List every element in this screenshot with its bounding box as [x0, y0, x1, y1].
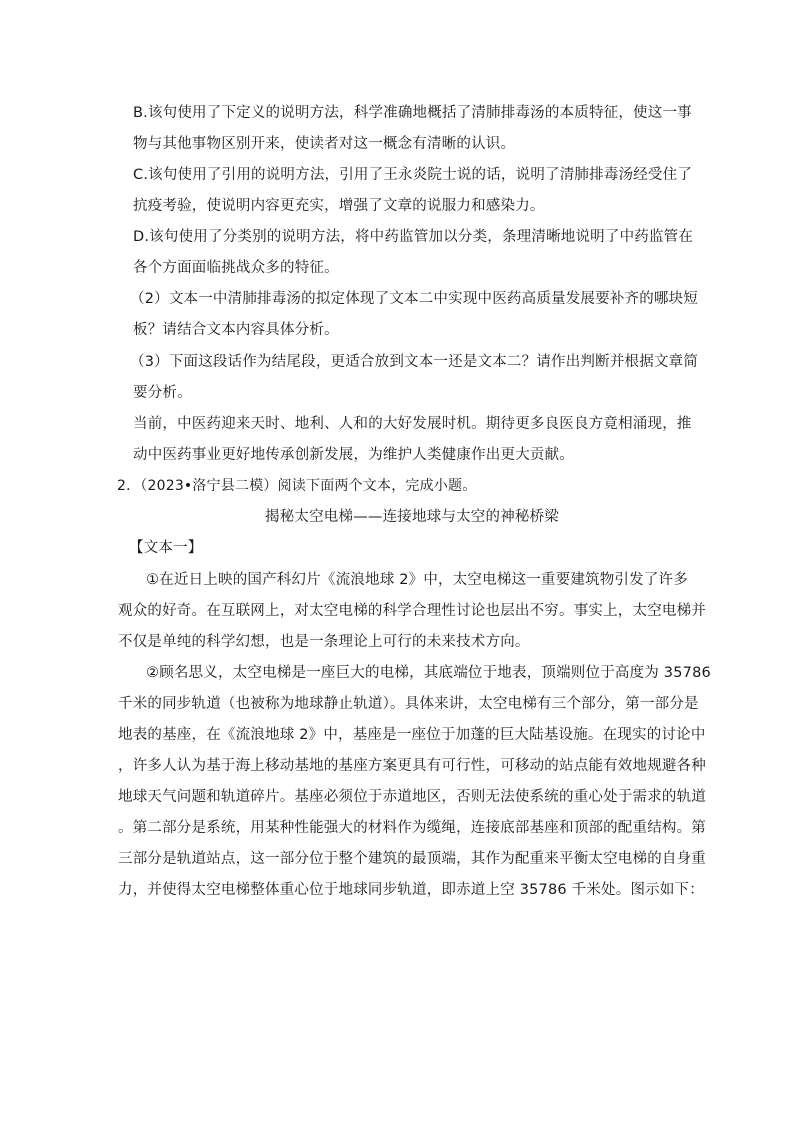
subquestion-3-line-1: （3）下面这段话作为结尾段，更适合放到文本一还是文本二？请作出判断并根据文章简: [130, 354, 699, 370]
text-one-label: 【文本一】: [129, 540, 203, 556]
article-title: 揭秘太空电梯——连接地球与太空的神秘桥梁: [265, 509, 559, 525]
paragraph-2-line-3: 地表的基座，在《流浪地球 2》中，基座是一座位于加蓬的巨大陆基设施。在现实的讨论中: [118, 727, 706, 743]
subquestion-2-line-1: （2）文本一中清肺排毒汤的拟定体现了文本二中实现中医药高质量发展要补齐的哪块短: [130, 291, 699, 307]
subquestion-2-line-2: 板？请结合文本内容具体分析。: [133, 322, 339, 338]
closing-passage-line-1: 当前，中医药迎来天时、地利、人和的大好发展时机。期待更多良医良方竟相涌现，推: [133, 416, 692, 432]
paragraph-1-line-2: 观众的好奇。在互联网上，对太空电梯的科学合理性讨论也层出不穷。事实上，太空电梯并: [118, 603, 706, 619]
option-b-line-2: 物与其他事物区别开来，使读者对这一概念有清晰的认识。: [133, 136, 516, 152]
option-d-line-1: D.该句使用了分类别的说明方法，将中药监管加以分类，条理清晰地说明了中药监管在: [133, 229, 694, 245]
subquestion-3-line-2: 要分析。: [133, 385, 192, 401]
paragraph-2-line-6: 。第二部分是系统，用某种性能强大的材料作为缆绳，连接底部基座和顶部的配重结构。第: [118, 820, 706, 836]
paragraph-2-line-7: 三部分是轨道站点，这一部分位于整个建筑的最顶端，其作为配重来平衡太空电梯的自身重: [118, 851, 706, 867]
paragraph-2-line-2: 千米的同步轨道（也被称为地球静止轨道）。具体来讲，太空电梯有三个部分，第一部分是: [118, 696, 699, 712]
option-d-line-2: 各个方面面临挑战众多的特征。: [133, 260, 339, 276]
option-c-line-2: 抗疫考验，使说明内容更充实，增强了文章的说服力和感染力。: [133, 198, 545, 214]
paragraph-2-line-4: ，许多人认为基于海上移动基地的基座方案更具有可行性，可移动的站点能有效地规避各种: [118, 758, 706, 774]
option-b-line-1: B.该句使用了下定义的说明方法，科学准确地概括了清肺排毒汤的本质特征，使这一事: [133, 105, 692, 121]
option-c-line-1: C.该句使用了引用的说明方法，引用了王永炎院士说的话，说明了清肺排毒汤经受住了: [133, 167, 693, 183]
closing-passage-line-2: 动中医药事业更好地传承创新发展，为维护人类健康作出更大贡献。: [133, 447, 574, 463]
paragraph-2-line-1: ②顾名思义，太空电梯是一座巨大的电梯，其底端位于地表，顶端则位于高度为 35786: [146, 665, 711, 681]
paragraph-2-line-8: 力，并使得太空电梯整体重心位于地球同步轨道，即赤道上空 35786 千米处。图示如下：: [118, 882, 704, 898]
question-2-header: 2．（2023•洛宁县二模）阅读下面两个文本，完成小题。: [117, 478, 477, 494]
paragraph-2-line-5: 地球天气问题和轨道碎片。基座必须位于赤道地区，否则无法使系统的重心处于需求的轨道: [118, 789, 706, 805]
paragraph-1-line-1: ①在近日上映的国产科幻片《流浪地球 2》中，太空电梯这一重要建筑物引发了许多: [146, 572, 688, 588]
paragraph-1-line-3: 不仅是单纯的科学幻想，也是一条理论上可行的未来技术方向。: [118, 634, 530, 650]
